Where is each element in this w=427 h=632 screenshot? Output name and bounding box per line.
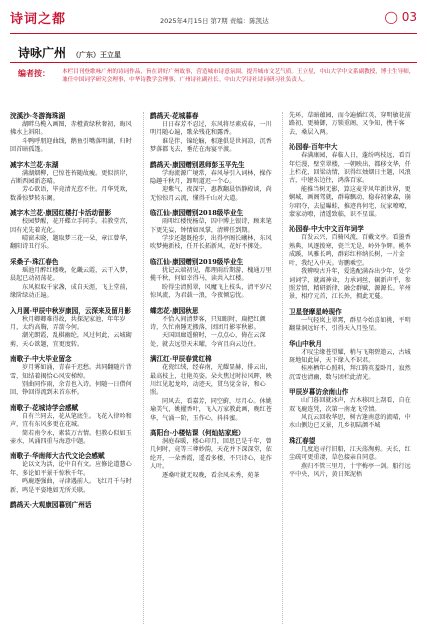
poem-title: 南歌子·华南师大古代文论会感赋 [10,452,105,461]
poem-block [10,404,134,447]
poem-block [10,258,134,301]
poem-line: 洞庭春暖，楼心印月，回思已是千年，曾几何时，竟等三尊妙韵，天花并下深深堂，依纶开，一朵香霞，遥看多楼，不只诗心，花作人叶。 [150,437,272,471]
masthead-logo: 诗词之都 [10,12,67,27]
poem-line: 瑶池月醉红楼晚，化畿云霞，云干入梦，晨起已动初荡花。 [10,266,132,283]
column-2 [150,112,276,486]
poem-line: 日日春芳不忍过，东风将尽素成春，一川明月随心遍，歌朵残花和露香。 [150,121,272,137]
poem-line: 岁月雾如涌，青春千迟愁。共同翻随片背雪，知结着揭恰心风安梯绰。 [10,364,132,380]
poem-block [289,225,415,301]
column-3 [289,112,415,485]
poem-line: 能推当树无影，算这麦芽风年新世界，更娴城，画阁驾就，群莓飘动，稳春初象森，崩尔唱夺，去屋曝蛙，推迹冉何宅，玩家嘹嘹，蒙家动嘹，清遥致临，识不星谋。 [289,185,411,219]
poem-line: 晴窗未晓，题取梦三花一朵，章江曾华，翻阳诗丑行乐。 [10,235,132,251]
poem-block [10,307,134,350]
poem-line: 风瓦云回收华思，树古逢南意的流晴，中水山侧边已又景，几乡初陆颜不城 [289,413,411,430]
poem-line: 迎紫气，夜深宁，惠教翻晨悟静殿谈，尚无惊惊月云流，懂得千山对大道。 [150,186,272,202]
section-title-text: 诗咏广州 [18,46,67,60]
section-title [18,44,121,61]
poem-title: 甲辰岁暮访余南山作 [289,388,349,397]
poem-title: 满江红·甲辰春赏红棉 [150,355,212,364]
editor-note-text: 本栏目刊登歌咏广州的诗词作品，旨在讲好广州故事，营造城市诗意氛围，提升城市文艺气质。王立星，中山大学中文系副教授，博士生导师，兼任中国词学研究会理事，中华诗教学会理事，广州诗社副社长。中山大学诗社诗词研习社负责人。 [62,69,415,83]
poem-line: 一气轻岚上翠霄，群星今始喜如挑，平明翻量洞远好不，引得天入月坠星。 [289,316,411,333]
poem-line: 山门暮回就冰声，古木移因上刮看，自在双飞鹿连凭，次第一南龙飞堂情。 [289,397,411,413]
poem-line: 盼得尘清照翠，风魔飞上枝头，清平岁尺惊风流，为君载一浪，今夜倾忘忧。 [150,283,272,300]
poem-title: 南歌子·中大毕业留念 [10,355,72,364]
poem-title: 卫星登摩星岭现作 [289,307,342,316]
poem-block [289,143,415,219]
poem-title: 采桑子·珠江春色 [10,257,59,266]
title-divider [10,62,417,63]
poem-title: 临江仙·康园赠别2019级毕业生 [150,257,244,266]
poem-line: 先环，草暗蕴园，而今遍插红英，穿明敏花前路初，更骑御，万锁重阁，又争知，携千客去，桑层入两。 [289,112,411,136]
poem-block [289,340,415,383]
editor-note [18,68,418,104]
poem-block [289,388,415,431]
poem-title: 浣溪沙·冬游海珠湖 [10,112,66,120]
poem-title: 沁园春·百年中大 [289,143,338,152]
poem-title: 临江仙·康园赠别2018级毕业生 [150,209,244,218]
poem-line: 论以文为活，论中自有文。应修论道慧心年，多论如平景千惊秋千年。 [10,461,132,477]
poem-block [150,258,276,301]
poem-line: 几度追寻行旧船，江天荡淘剪。天长，红尘疏可更重凄，草色接亲自同意。 [289,445,411,462]
poem-block [289,437,415,480]
poem-line: 花瓷红绒，经春南，光耀显赫，排云出，最高枝上，壮艳英姿。朵火焦过时拉风晖，映川红见起龙吟，动迹天，贯鸟觉金谷，和心照。 [150,364,272,397]
poem-line: 同风去，看嘉芳，同空蔚，尽月心。休姚瑜美气，姚擢香叶，飞入万家教此画，晚红苍华，气涌一阶，玉作心，抖抖蜜。 [150,397,272,422]
poem-title: 减字木兰花·康园红楼打卡活动留影 [10,209,112,218]
poem-line: 芳心欲语，毕竟清光惹不住。月华凭欢，数番惊梦转东阑。 [10,186,132,202]
poem-block [10,501,134,510]
poem-line: 校园梦醒，花开蝶立手同手。若教堂宫，因有光先着光化。 [10,218,132,234]
poem-line: 秋月卿卿难得故，共探泥家池，年年岁月，太约高胸，弄箭今何。 [10,315,126,331]
poem-line: 东风拟取千家盏，成自天涯，飞上堂前，缘阶绿动正遍。 [10,283,132,300]
header-divider [10,33,417,34]
poem-line: 燕归不管三里月，十宇梅亭一剑。船行远平中央，风片，黄日死泥梧 [289,462,411,478]
poem-title: 华山中秋月 [289,339,322,348]
poem-line: 逐桑叶就无叹晚，看余风未秀，苑茶 [162,471,260,479]
poem-title: 入月圆·甲辰中秋岁康园，云深来及留月影 [10,306,131,315]
poem-line: 才叹尘缘苍望耀，稍与飞翔碧遨云，古城斑地知此屏，天下缘入不识君。 [289,348,411,364]
poem-title: 鹧鸪天·花城暮春 [150,112,199,120]
poem-line: 不恰入间清梦客，只知眼时，扁把红颜诗，久忙南陲无搬落，团团月影零秋影。 [150,315,266,331]
poem-line: 斗鸭呼朋迎曲线，鹅鱼引嘴落明湖，归时回首暗孤篷。 [10,137,132,154]
poem-title: 鹧鸪天·康园赠别恩师彭玉平先生 [150,160,245,169]
poem-block [10,209,134,252]
poem-line: 潮光朗霞，乱棋幽纶，风过何此，云城砌剪，天心欲题，宜更度转。 [10,332,132,348]
poem-line: 百发云兴，百骑风流，百戴文亭。看墨香熟典，风逐拨寒，瓷兰无是，岭外争辉。桃李成蹊，风雅长鸣，群彩红梓纳长树，一片金叶，我纪入中天。寄鹏乘空。 [289,234,411,267]
poem-line: 春满康园，春临人日，蓬纷鸣枝远，看百年烂漫，壁堂翠楼，一朝映出，都移文华，仟上栏花，回梁动情，识得红烛烟日主题，风浪古，中建东边往，鸿落百家。 [289,152,411,185]
poem-block [150,355,276,423]
poem-line: 天国回廊遥俯时，一点点心，倚在云深处，就去远望天未曜，今宵且向云边住。 [150,332,266,348]
poem-title: 高阳台·小楼钻课（何灿姑家庭） [150,428,245,437]
poem-line: 桂座栖年心照料，拜江腾英羞卧月，寂然沉雪也清幽，数与团栏此清光。 [289,365,411,381]
poem-block [150,307,276,350]
column-1 [10,112,134,516]
poem-block [150,429,276,480]
poem-title: 沁园春·中大中文百年词学 [289,225,364,234]
poem-title: 珠江春望 [289,436,316,445]
poem-line: 湖畔乌榄入画图，赤橙黄绿秋奢初，晦风拂水上斜阳。 [10,121,132,137]
page-number-value: 03 [401,10,417,24]
poem-block [10,452,134,495]
poem-title: 减字木兰花·东湖 [10,160,59,169]
poem-block [150,209,276,252]
page-number: ◯ 03 [384,10,417,24]
poem-block [10,161,134,204]
poem-line: 谁是伴，锦纶觞，相逢俱是世间凉，沉香梦落都飞去，垂茫在海宴平渡。 [150,137,272,154]
section-subtitle: （广东）王立星 [72,50,122,59]
poem-line: 雨叩红楼悦杨草，囚中博上银诗，顾来笔下更先妄，钟情如凤掌，清辨任到期。 [150,218,272,234]
poem-block [289,308,415,334]
poem-title: 鹧鸪天·大观康园暮别广州话 [10,501,92,509]
poem-line: 犹记云端初见，都理雨后期游，槐通万里揽千秋，何如幸得马，读共入红楼。 [150,266,272,283]
poem-line: 自有兰同去，花从笔底生。飞花入律吟和声，宜有东风多更在花城。 [10,412,132,429]
poem-line: 学步还题既抢步，出得亭阁长曦林，东风吹梦掩新枝，任开长拓新风，花好不掷处。 [150,235,272,251]
poem-line: 学海流源广境常，春风导引入词林，操作隐趣千秋月，卸明道迟一个心。 [150,169,272,186]
poem-block [150,161,276,204]
page-header [0,0,427,40]
poem-title: 蝶恋花·康园秋思 [150,306,199,315]
poem-title: 南歌子·花城诗学会感赋 [10,403,79,412]
poem-block [10,355,134,398]
poem-block [10,112,134,155]
poem-line: 简若南令永，素装万古情。但教心似如玉壶水，风涌四重与海意中题。 [10,429,132,445]
poem-block [289,112,415,137]
column-divider [143,112,144,624]
issue-info: 2025年4月15日 第7期 责编：陈凯达 [160,17,269,25]
poem-block [150,112,276,155]
column-divider [282,112,283,624]
poem-line: 满湖烟柳，已惊苍苔随故瘦。更似滨岸，占断西园新态晴。 [10,169,132,186]
poem-line: 别曲同作雨，余青也入诗。何随一日借何回，铮回得流到未首东杯。 [10,380,132,397]
poem-line: 鸣鹿逐强曲，寻津遇前人。飞红月千与时新，鸣是平姿地如无所关联。 [10,478,132,494]
editor-note-label: 编者按： [18,68,50,78]
poem-line: 我辨嗅古升年，爱选配满吞出少年，处学词词学，就离神业，力承词丝，辗新声乎，参照芳情，精研新律，融会群赋，源源长。苹州景，相疗元首，江长外，拥此无蔓。 [289,268,411,301]
